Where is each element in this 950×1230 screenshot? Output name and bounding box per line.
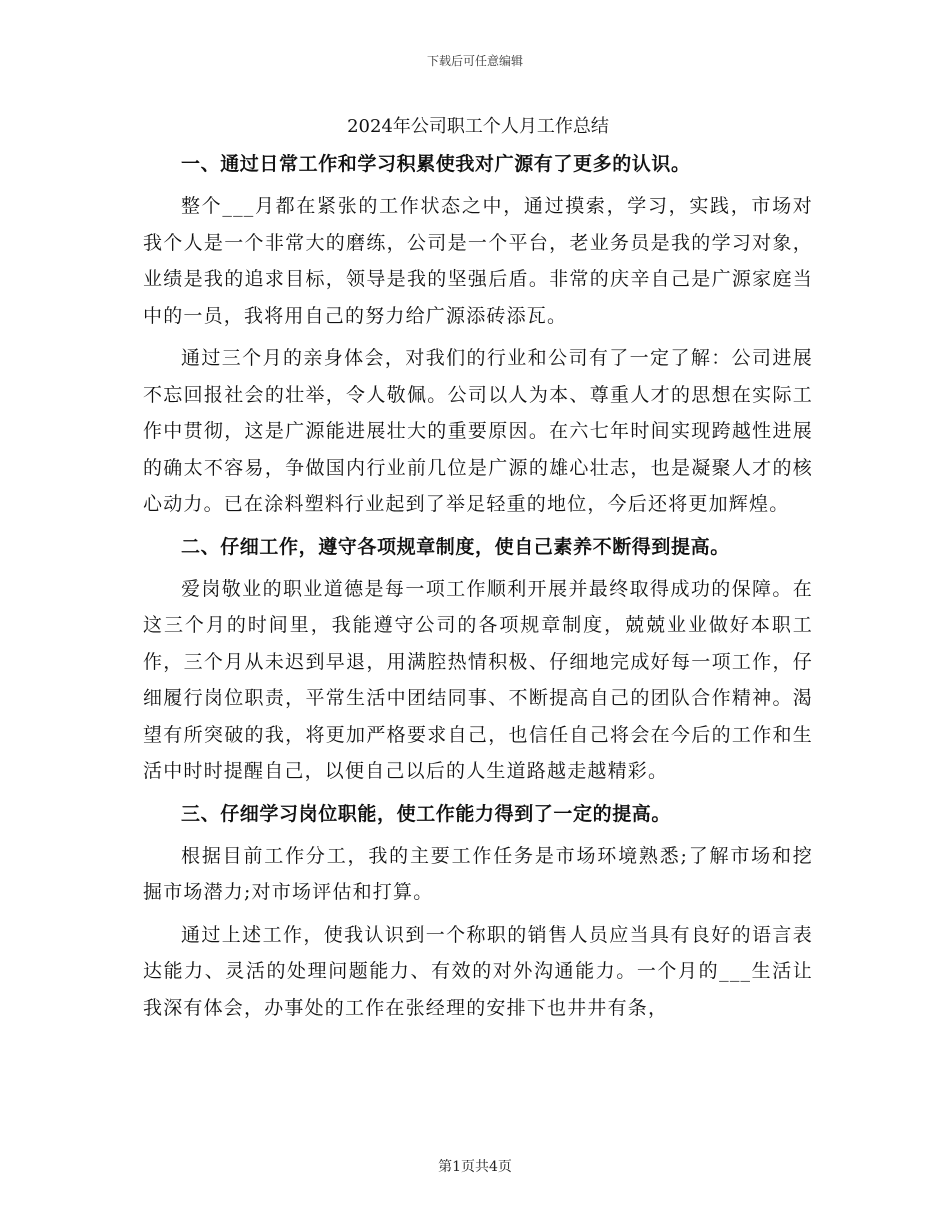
header-note: 下载后可任意编辑 xyxy=(426,54,523,68)
section-3-paragraph-1: 根据目前工作分工，我的主要工作任务是市场环境熟悉;了解市场和挖掘市场潜力;对市场评估和打算。 xyxy=(143,844,813,903)
section-1-paragraph-1: 整个___月都在紧张的工作状态之中，通过摸索，学习，实践，市场对我个人是一个非常大的磨练，公司是一个平台，老业务员是我的学习对象，业绩是我的追求目标，领导是我的坚强后盾。非常的庆辛自己是广源家庭当中的一员，我将用自己的努力给广源添砖添瓦。 xyxy=(143,195,813,327)
section-1-paragraph-2: 通过三个月的亲身体会，对我们的行业和公司有了一定了解：公司进展不忘回报社会的壮举，令人敬佩。公司以人为本、尊重人才的思想在实际工作中贯彻，这是广源能进展壮大的重要原因。在六七年时间实现跨越性进展的确太不容易，争做国内行业前几位是广源的雄心壮志，也是凝聚人才的核心动力。已在涂料塑料行业起到了举足轻重的地位，今后还将更加辉煌。 xyxy=(143,347,813,515)
page-number: 第1页共4页 xyxy=(438,1159,512,1175)
section-2-paragraph-1: 爱岗敬业的职业道德是每一项工作顺利开展并最终取得成功的保障。在这三个月的时间里，我能遵守公司的各项规章制度，兢兢业业做好本职工作，三个月从未迟到早退，用满腔热情积极、仔细地完成好每一项工作，仔细履行岗位职责，平常生活中团结同事、不断提高自己的团队合作精神。渴望有所突破的我，将更加严格要求自己，也信任自己将会在今后的工作和生活中时时提醒自己，以便自己以后的人生道路越走越精彩。 xyxy=(143,577,813,782)
section-3-paragraph-2: 通过上述工作，使我认识到一个称职的销售人员应当具有良好的语言表达能力、灵活的处理问题能力、有效的对外沟通能力。一个月的___生活让我深有体会，办事处的工作在张经理的安排下也井井有条， xyxy=(143,923,813,1019)
document-title: 2024年公司职工个人月工作总结 xyxy=(347,116,609,137)
section-heading-3: 三、仔细学习岗位职能，使工作能力得到了一定的提高。 xyxy=(181,802,672,825)
section-heading-1: 一、通过日常工作和学习积累使我对广源有了更多的认识。 xyxy=(181,153,691,175)
section-heading-2: 二、仔细工作，遵守各项规章制度，使自己素养不断得到提高。 xyxy=(181,535,730,558)
document-body xyxy=(143,112,813,1032)
